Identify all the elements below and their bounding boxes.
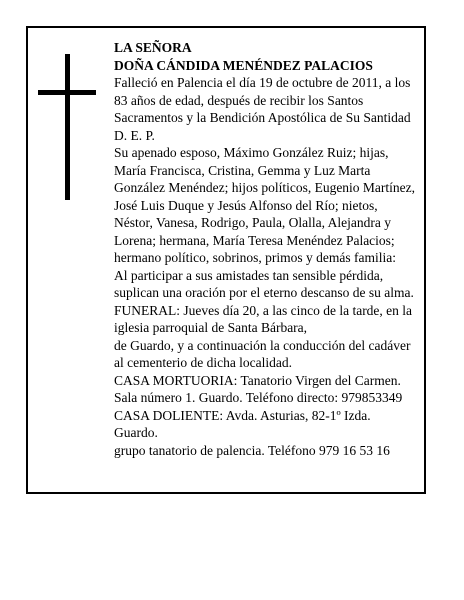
obituary-frame (26, 26, 426, 494)
text-line: CASA DOLIENTE: Avda. Asturias, 82-1º Izda. (114, 407, 371, 423)
text-line: CASA MORTUORIA: Tanatorio Virgen del Carmen. (114, 372, 401, 388)
text-line: grupo tanatorio de palencia. Teléfono 979 16 53 16 (114, 442, 390, 458)
deceased-name: DOÑA CÁNDIDA MENÉNDEZ PALACIOS (114, 57, 373, 73)
text-line: Lorena; hermana, María Teresa Menéndez Palacios; (114, 232, 395, 248)
text-line: Néstor, Vanesa, Rodrigo, Paula, Olalla, Alejandra y (114, 215, 392, 230)
text-line: hermano político, sobrinos, primos y demás familia: (114, 250, 396, 265)
text-line: D. E. P. (114, 127, 155, 143)
text-line: de Guardo, y a continuación la conducción del cadáver (114, 337, 411, 353)
text-line: suplican una oración por el eterno descanso de su alma. (114, 285, 414, 300)
text-line: iglesia parroquial de Santa Bárbara, (114, 320, 308, 335)
text-line: 83 años de edad, después de recibir los Santos (114, 92, 364, 108)
text-line: José Luis Duque y Jesús Alfonso del Río; nietos, (114, 197, 378, 213)
cross-horizontal-bar (38, 90, 96, 95)
text-line: María Francisca, Cristina, Gemma y Luz Marta (114, 162, 371, 178)
text-line: Al participar a sus amistades tan sensible pérdida, (114, 267, 384, 283)
cross-icon (38, 54, 96, 200)
text-line: Guardo. (114, 425, 158, 440)
text-line: al cementerio de dicha localidad. (114, 355, 293, 370)
text-line: Falleció en Palencia el día 19 de octubre de 2011, a los (114, 75, 411, 90)
cross-vertical-bar (65, 54, 70, 200)
text-line: FUNERAL: Jueves día 20, a las cinco de la tarde, en la (114, 302, 413, 318)
text-line: Su apenado esposo, Máximo González Ruiz; hijas, (114, 145, 389, 160)
obituary-text (114, 39, 424, 459)
text-line: González Menéndez; hijos políticos, Eugenio Martínez, (114, 180, 416, 195)
text-line: Sacramentos y la Bendición Apostólica de Su Santidad (114, 110, 411, 125)
text-line: Sala número 1. Guardo. Teléfono directo: 979853349 (114, 390, 403, 405)
heading-title: LA SEÑORA (114, 40, 192, 55)
